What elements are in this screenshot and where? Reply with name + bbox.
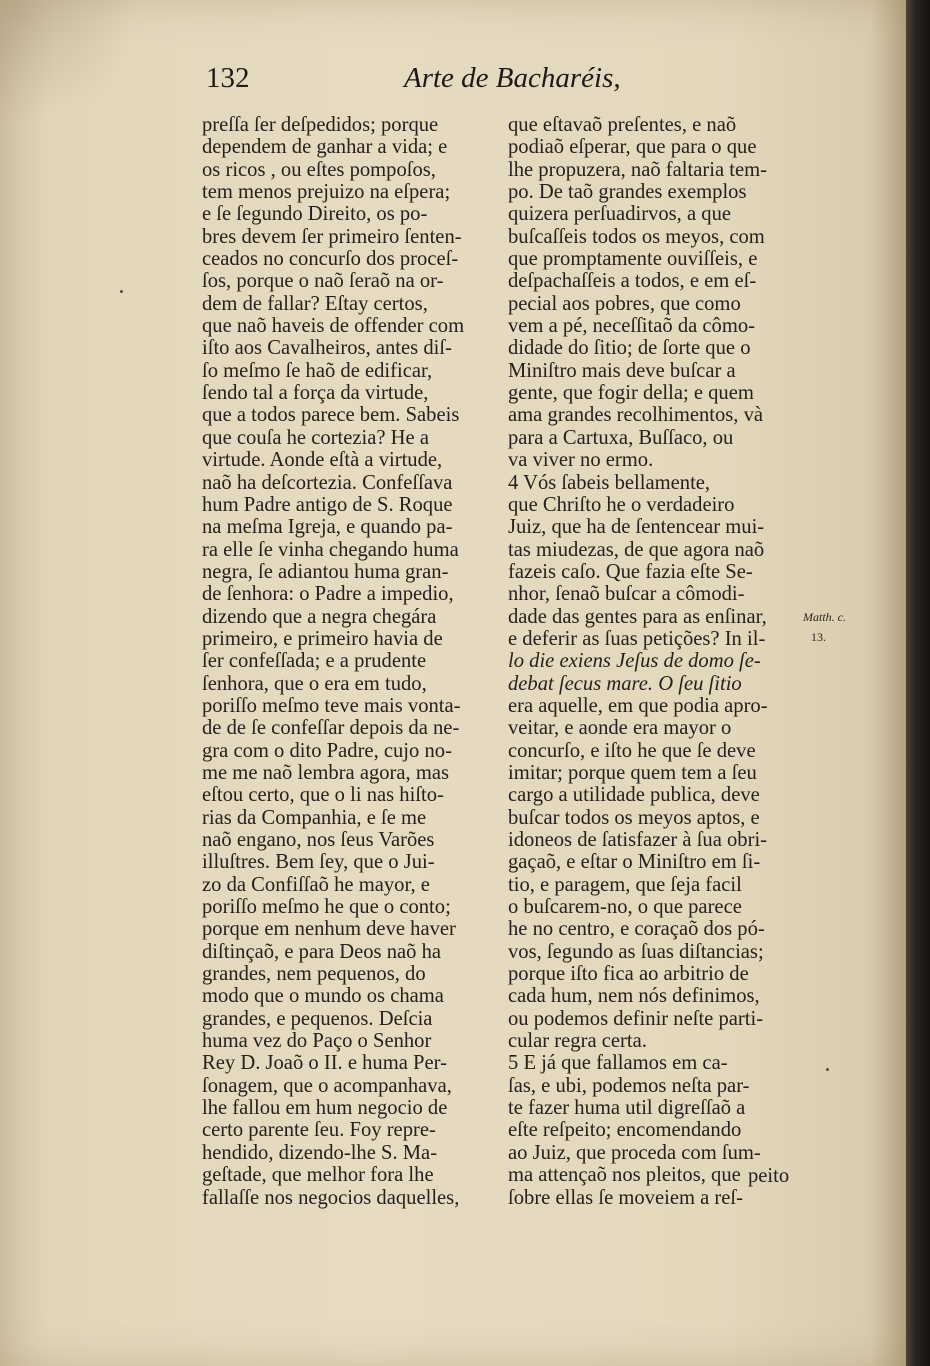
text-line: grandes, e pequenos. Deſcia — [202, 1007, 433, 1030]
text-line: Juiz, que ha de ſentencear mui- — [508, 516, 765, 539]
running-head — [206, 62, 666, 102]
text-line: porque iſto fica ao arbitrio de — [508, 963, 749, 986]
text-line: didade do ſitio; de ſorte que o — [508, 337, 751, 360]
text-line: hendido, dizendo-lhe S. Ma- — [202, 1141, 438, 1164]
text-line: ſendo tal a força da virtude, — [202, 382, 429, 405]
text-line: diſtinçaõ, e para Deos naõ ha — [202, 940, 442, 963]
paper-speck — [826, 1068, 829, 1071]
text-line: buſcar todos os meyos aptos, e — [508, 806, 760, 829]
text-line: zo da Confiſſaõ he mayor, e — [202, 873, 430, 896]
right-text-column — [508, 114, 800, 1209]
margin-note-line: 13. — [811, 630, 826, 644]
text-line: ſer confeſſada; e a prudente — [202, 650, 427, 673]
text-line: que couſa he cortezia? He a — [202, 426, 429, 449]
text-line: iſto aos Cavalheiros, antes diſ- — [202, 337, 452, 360]
text-line: modo que o mundo os chama — [202, 985, 444, 1008]
text-line: eſte reſpeito; encomendando — [508, 1119, 742, 1142]
text-line: pecial aos pobres, que como — [508, 292, 741, 315]
text-line: ceados no concurſo dos proceſ- — [202, 248, 459, 271]
text-line: ſas, e ubi, podemos neſta par- — [508, 1074, 750, 1097]
text-line: fallaſſe nos negocios daquelles, — [202, 1186, 460, 1209]
text-line: virtude. Aonde eſtà a virtude, — [202, 449, 443, 472]
text-line: cular regra certa. — [508, 1030, 647, 1053]
text-line: he no centro, e coraçaõ dos pó- — [508, 918, 765, 941]
text-line: illuſtres. Bem ſey, que o Jui- — [202, 851, 435, 874]
text-line: ma attençaõ nos pleitos, que — [508, 1164, 741, 1187]
text-line: na meſma Igreja, e quando pa- — [202, 516, 453, 539]
text-line: dade das gentes para as enſinar, — [508, 605, 767, 628]
text-line: idoneos de ſatisfazer à ſua obri- — [508, 829, 768, 851]
text-line: que Chriſto he o verdadeiro — [508, 493, 735, 516]
margin-note-line: Matth. c. — [803, 610, 846, 624]
text-line: gente, que fogir della; e quem — [508, 382, 754, 405]
text-line: lhe propuzera, naõ faltaria tem- — [508, 158, 768, 181]
page-number: 132 — [206, 62, 250, 94]
text-line: poriſſo meſmo he que o conto; — [202, 896, 451, 919]
text-line: de de ſe confeſſar depois da ne- — [202, 717, 460, 740]
text-line: era aquelle, em que podia apro- — [508, 694, 768, 717]
text-line: ra elle ſe vinha chegando huma — [202, 538, 459, 561]
text-line: 5 E já que fallamos em ca- — [508, 1052, 728, 1075]
text-line: podiaõ eſperar, que para o que — [508, 136, 757, 159]
text-line: fazeis caſo. Que fazia eſte Se- — [508, 560, 753, 583]
text-line: gaçaõ, e eſtar o Miniſtro em ſi- — [508, 851, 761, 874]
text-line: me me naõ lembra agora, mas — [202, 761, 450, 784]
text-line: tem menos prejuizo na eſpera; — [202, 181, 451, 204]
text-line: e ſe ſegundo Direito, os po- — [202, 203, 428, 226]
text-line: dem de fallar? Eſtay certos, — [202, 292, 428, 315]
text-line: ou podemos definir neſte parti- — [508, 1007, 764, 1030]
text-line: tas miudezas, de que agora naõ — [508, 538, 765, 561]
paper-speck — [120, 290, 123, 293]
text-line: buſcaſſeis todos os meyos, com — [508, 225, 765, 248]
text-line: nhor, ſenaõ buſcar a cômodi- — [508, 583, 745, 606]
book-fore-edge — [906, 0, 930, 1366]
left-text-column — [202, 114, 492, 1209]
text-line: Rey D. Joaõ o II. e huma Per- — [202, 1052, 447, 1075]
text-line: cargo a utilidade publica, deve — [508, 784, 760, 807]
text-line: de ſenhora: o Padre a impedio, — [202, 583, 454, 606]
catchword: peito — [748, 1165, 790, 1187]
text-line: debat ſecus mare. O ſeu ſitio — [508, 672, 742, 695]
text-line: imitar; porque quem tem a ſeu — [508, 761, 757, 784]
text-line: cada hum, nem nós definimos, — [508, 985, 760, 1008]
text-line: gra com o dito Padre, cujo no- — [202, 739, 452, 762]
text-line: geſtade, que melhor fora lhe — [202, 1164, 434, 1187]
text-line: primeiro, e primeiro havia de — [202, 627, 443, 650]
text-line: veitar, e aonde era mayor o — [508, 717, 732, 740]
text-line: eſtou certo, que o li nas hiſto- — [202, 784, 444, 807]
text-line: dizendo que a negra chegára — [202, 605, 437, 628]
text-line: que eſtavaõ preſentes, e naõ — [508, 114, 737, 136]
text-line: os ricos , ou eſtes pompoſos, — [202, 158, 436, 181]
text-line: lhe fallou em hum negocio de — [202, 1097, 448, 1120]
text-line: ama grandes recolhimentos, và — [508, 404, 764, 427]
text-line: preſſa ſer deſpedidos; porque — [202, 114, 439, 136]
running-title: Arte de Bacharéis, — [404, 62, 621, 94]
text-line: tio, e paragem, que ſeja facil — [508, 873, 742, 896]
text-line: rias da Companhia, e ſe me — [202, 806, 427, 829]
text-line: certo parente ſeu. Foy repre- — [202, 1119, 436, 1142]
text-line: naõ engano, nos ſeus Varões — [202, 829, 435, 851]
paper-stain — [0, 0, 140, 120]
text-line: o buſcarem-no, o que parece — [508, 896, 742, 919]
text-line: naõ ha deſcortezia. Confeſſava — [202, 471, 453, 494]
text-line: que promptamente ouviſſeis, e — [508, 248, 758, 271]
text-line: vos, ſegundo as ſuas diſtancias; — [508, 940, 764, 963]
text-line: que a todos parece bem. Sabeis — [202, 404, 460, 427]
text-line: ſenhora, que o era em tudo, — [202, 672, 427, 695]
text-line: negra, ſe adiantou huma gran- — [202, 560, 449, 583]
text-line: que naõ haveis de offender com — [202, 315, 465, 338]
text-line: va viver no ermo. — [508, 449, 654, 472]
text-line: grandes, nem pequenos, do — [202, 963, 426, 986]
text-line: lo die exiens Jeſus de domo ſe- — [508, 650, 761, 673]
text-line: ſonagem, que o acompanhava, — [202, 1074, 452, 1097]
text-line: hum Padre antigo de S. Roque — [202, 493, 453, 516]
text-line: te fazer huma util digreſſaõ a — [508, 1097, 746, 1120]
text-line: po. De taõ grandes exemplos — [508, 181, 747, 204]
text-line: poriſſo meſmo teve mais vonta- — [202, 694, 461, 717]
text-line: deſpachaſſeis a todos, e em eſ- — [508, 270, 757, 293]
text-line: concurſo, e iſto he que ſe deve — [508, 739, 756, 762]
text-line: para a Cartuxa, Buſſaco, ou — [508, 426, 734, 449]
text-line: vem a pé, neceſſitaõ da cômo- — [508, 315, 756, 338]
text-line: ſos, porque o naõ ſeraõ na or- — [202, 270, 444, 293]
text-line: porque em nenhum deve haver — [202, 918, 456, 941]
text-line: ao Juiz, que proceda com ſum- — [508, 1141, 761, 1164]
text-line: ſo meſmo ſe haõ de edificar, — [202, 359, 433, 382]
text-line: 4 Vós ſabeis bellamente, — [508, 471, 711, 494]
text-line: e deferir as ſuas petições? In il- — [508, 627, 766, 650]
margin-note — [803, 607, 846, 647]
text-line: bres devem ſer primeiro ſenten- — [202, 225, 462, 248]
text-line: quizera perſuadirvos, a que — [508, 203, 732, 226]
text-line: Miniſtro mais deve buſcar a — [508, 359, 736, 382]
text-line: huma vez do Paço o Senhor — [202, 1030, 432, 1053]
text-line: dependem de ganhar a vida; e — [202, 136, 448, 159]
text-line: ſobre ellas ſe moveiem a reſ- — [508, 1186, 744, 1209]
